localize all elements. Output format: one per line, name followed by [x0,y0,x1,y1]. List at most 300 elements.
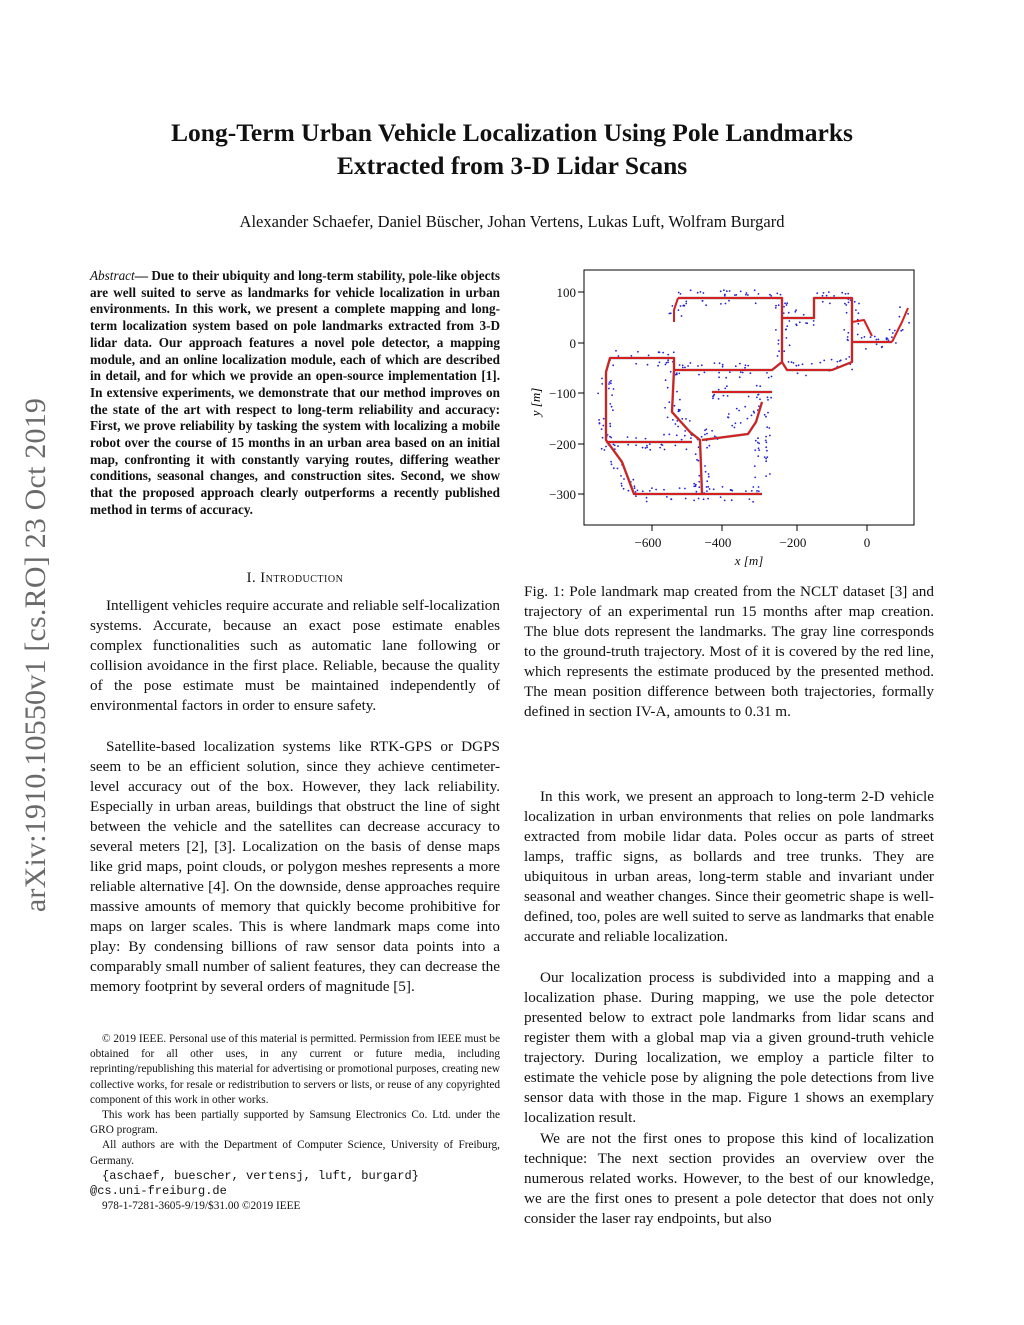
landmark-dot [613,467,615,469]
y-tick-label: 0 [569,336,576,351]
landmark-dot [646,497,648,499]
landmark-dot [621,483,623,485]
landmark-dot [775,329,777,331]
landmark-dot [767,412,769,414]
landmark-dot [610,383,612,385]
landmark-dot [611,394,613,396]
landmark-dot [705,304,707,306]
landmark-dot [697,292,699,294]
landmark-dot [765,446,767,448]
landmark-dot [703,292,705,294]
landmark-dot [675,423,677,425]
landmark-dot [894,330,896,332]
landmark-dot [900,330,902,332]
landmark-dot [617,468,619,470]
landmark-dot [678,411,680,413]
landmark-dot [786,325,788,327]
landmark-dot [601,428,603,430]
landmark-dot [722,364,724,366]
landmark-dot [685,303,687,305]
right-paragraph-1: In this work, we present an approach to long-term 2-D vehicle localization in urban environments that relies on pole landmarks extracted from mobile lidar data. Poles occur as parts of street lamps, traffic signs, as bollards and tree trunks. They are ubiquitous in urban areas, long-term stable and invariant under seasonal and weather changes. Since their geometric shape is well-defined, too, poles are well suited to serve as landmarks that enable accurate and reliable localization. [524,788,934,945]
y-tick-label: −300 [549,487,576,502]
figure-caption: Fig. 1: Pole landmark map created from the NCLT dataset [3] and trajectory of an experimental run 15 months after map creation. The blue dots represent the landmarks. The gray line corresponds to the ground-truth trajectory. Most of it is covered by the red line, which represents the estimate produced by the presented method. The mean position difference between both trajectories, formally defined in section IV-A, amounts to 0.31 m. [524,583,934,720]
landmark-dot [707,498,709,500]
landmark-dot [706,480,708,482]
landmark-dot [668,313,670,315]
landmark-dot [747,365,749,367]
landmark-dot [706,447,708,449]
landmark-dot [746,292,748,294]
landmark-dot [811,363,813,365]
landmark-dot [823,360,825,362]
landmark-dot [695,485,697,487]
landmark-dot [709,488,711,490]
y-tick-label: 100 [556,285,576,300]
landmark-dot [757,455,759,457]
landmark-dot [747,294,749,296]
landmark-dot [666,362,668,364]
landmark-dot [660,444,662,446]
landmark-dot [740,371,742,373]
landmark-dot [615,350,617,352]
landmark-dot [745,364,747,366]
landmark-dot [729,371,731,373]
landmark-dot [609,423,611,425]
landmark-dot [766,441,768,443]
landmark-dot [846,312,848,314]
landmark-dot [680,293,682,295]
landmark-dot [844,303,846,305]
landmark-dot [751,490,753,492]
landmark-dot [614,444,616,446]
section-heading-introduction [90,570,500,587]
landmark-dot [766,456,768,458]
landmark-dot [754,449,756,451]
landmark-dot [734,427,736,429]
landmark-dot [769,294,771,296]
landmark-dot [752,486,754,488]
landmark-dot [659,447,661,449]
abstract-label: Abstract [90,268,135,283]
landmark-dot [861,337,863,339]
landmark-dot [731,499,733,501]
landmark-dot [635,437,637,439]
landmark-dot [745,490,747,492]
x-tick-label: −600 [634,535,662,550]
landmark-dot [750,372,752,374]
landmark-dot [786,304,788,306]
landmark-dot [678,373,680,375]
landmark-dot [609,381,611,383]
title-line-1: Long-Term Urban Vehicle Localization Using Pole Landmarks [171,118,853,147]
landmark-dot [831,359,833,361]
landmark-dot [848,302,850,304]
landmark-dot [678,309,680,311]
landmark-dot [684,367,686,369]
pole-landmark-map-figure [522,262,934,572]
landmark-dot [764,414,766,416]
landmark-dot [819,362,821,364]
landmark-dot [798,364,800,366]
landmark-dot [785,328,787,330]
landmark-dot [833,295,835,297]
landmark-dot [803,314,805,316]
landmark-dot [845,358,847,360]
landmark-dot [845,293,847,295]
landmark-dot [908,322,910,324]
landmark-dot [676,434,678,436]
landmark-dot [610,437,612,439]
landmark-dot [755,440,757,442]
landmark-dot [799,321,801,323]
landmark-dot [681,315,683,317]
landmark-dot [749,498,751,500]
landmark-dot [765,440,767,442]
landmark-dot [687,365,689,367]
landmark-dot [675,445,677,447]
funding-note: This work has been partially supported by Samsung Electronics Co. Ltd. under the GRO program. [90,1109,500,1137]
landmark-dot [705,428,707,430]
landmark-dot [740,422,742,424]
landmark-dot [766,426,768,428]
landmark-dot [775,305,777,307]
landmark-dot [754,477,756,479]
landmark-dot [618,355,620,357]
landmark-dot [745,294,747,296]
landmark-dot [725,377,727,379]
landmark-dot [881,346,883,348]
landmark-dot [847,339,849,341]
landmark-dot [727,395,729,397]
landmark-dot [690,362,692,364]
landmark-dot [848,356,850,358]
landmark-dot [758,447,760,449]
landmark-dot [802,363,804,365]
landmark-dot [693,500,695,502]
y-tick-label: −200 [549,437,576,452]
landmark-dot [791,361,793,363]
landmark-dot [718,372,720,374]
landmark-dot [723,289,725,291]
landmark-dot [709,445,711,447]
landmark-dot [718,398,720,400]
landmark-dot [695,484,697,486]
landmark-dot [766,450,768,452]
landmark-dot [826,295,828,297]
landmark-dot [646,445,648,447]
landmark-dot [679,409,681,411]
landmark-dot [673,351,675,353]
landmark-dot [611,463,613,465]
landmark-dot [621,485,623,487]
landmark-dot [775,307,777,309]
landmark-dot [706,490,708,492]
landmark-dot [672,419,674,421]
landmark-dot [892,332,894,334]
landmark-dot [747,418,749,420]
intro-paragraph-1: Intelligent vehicles require accurate and reliable self-localization systems. Accurate, because an exact pose estimate enables complex functionalities such as automatic lane following or collision avoidance in the first place. Reliable, because the quality of the pose estimate must be maintained independently of environmental factors in order to ensure safety. [90,597,500,714]
author-emails: {aschaef, buescher, vertensj, luft, burgard} [102,1168,419,1183]
landmark-dot [751,415,753,417]
landmark-dot [718,376,720,378]
landmark-dot [724,294,726,296]
landmark-dot [858,303,860,305]
landmark-dot [795,323,797,325]
landmark-dot [769,473,771,475]
landmark-dot [878,339,880,341]
landmark-dot [677,426,679,428]
landmark-dot [620,475,622,477]
landmark-dot [778,304,780,306]
landmark-dot [679,399,681,401]
landmark-dot [683,305,685,307]
landmark-dot [679,364,681,366]
landmark-dot [713,488,715,490]
landmark-dot [891,336,893,338]
landmark-dot [632,479,634,481]
landmark-dot [681,418,683,420]
landmark-dot [758,443,760,445]
landmark-dot [684,435,686,437]
landmark-dot [895,342,897,344]
section-number: I. [246,570,261,586]
landmark-dot [635,495,637,497]
landmark-dot [672,305,674,307]
landmark-dot [765,416,767,418]
landmark-dot [702,300,704,302]
landmark-dot [704,434,706,436]
landmark-dot [740,291,742,293]
landmark-dot [899,306,901,308]
landmark-dot [816,292,818,294]
landmark-dot [628,490,630,492]
landmark-dot [847,293,849,295]
landmark-dot [667,359,669,361]
author-list: Alexander Schaefer, Daniel Büscher, Johan Vertens, Lukas Luft, Wolfram Burgard [239,212,785,231]
landmark-dot [886,337,888,339]
landmark-dot [667,387,669,389]
landmark-dot [822,295,824,297]
landmark-dot [645,447,647,449]
email-domain: @cs.uni-freiburg.de [90,1184,227,1199]
landmark-dot [604,449,606,451]
landmark-dot [788,312,790,314]
landmark-dot [697,365,699,367]
arxiv-sidebar [14,330,58,980]
landmark-dot [609,403,611,405]
landmark-dot [770,295,772,297]
copyright-notice: © 2019 IEEE. Personal use of this material is permitted. Permission from IEEE must be obtained for all other uses, in any current or future media, including reprinting/republishing this material for advertising or promotional purposes, creating new collective works, for resale or redistribution to servers or lists, or reuse of any copyrighted component of this work in other works. [90,1033,500,1106]
landmark-dot [739,376,741,378]
landmark-dot [805,322,807,324]
landmark-dot [742,372,744,374]
landmark-dot [696,491,698,493]
landmark-dot [739,363,741,365]
landmark-dot [851,369,853,371]
landmark-dot [637,490,639,492]
landmark-dot [635,491,637,493]
landmark-dot [783,350,785,352]
landmark-dot [828,291,830,293]
landmark-dot [757,437,759,439]
y-axis-label: y [m] [528,387,543,417]
arxiv-identifier: arXiv:1910.10550v1 [cs.RO] 23 Oct 2019 [19,397,52,913]
landmark-dot [794,311,796,313]
landmark-dot [778,339,780,341]
landmark-dot [649,449,651,451]
landmark-dot [635,363,637,365]
landmark-dot [786,302,788,304]
landmark-dot [778,350,780,352]
landmark-dot [663,434,665,436]
landmark-dot [771,376,773,378]
right-paragraph-2: Our localization process is subdivided into a mapping and a localization phase. During mapping, we use the pole detector presented below to extract pole landmarks from lidar scans and register them with a global map via a given ground-truth vehicle trajectory. During localization, we employ a particle filter to estimate the vehicle pose by aligning the pole detections from live sensor data with those in the map. Figure 1 shows an exemplary localization result. [524,969,934,1126]
landmark-dot [612,364,614,366]
landmark-dot [603,418,605,420]
landmark-dot [646,447,648,449]
landmark-dot [676,374,678,376]
landmark-dot [752,501,754,503]
landmark-dot [759,385,761,387]
landmark-dot [685,301,687,303]
landmark-dot [723,395,725,397]
landmark-dot [734,294,736,296]
landmark-dot [667,354,669,356]
landmark-dot [659,361,661,363]
landmark-dot [756,490,758,492]
landmark-dot [609,425,611,427]
landmark-dot [726,385,728,387]
landmark-dot [720,303,722,305]
landmark-dot [627,436,629,438]
paper-title [90,116,934,182]
landmark-dot [648,355,650,357]
landmark-dot [857,334,859,336]
landmark-dot [713,395,715,397]
landmark-dot [617,445,619,447]
landmark-dot [726,290,728,292]
landmark-dot [899,316,901,318]
landmark-dot [876,343,878,345]
landmark-dot [690,437,692,439]
landmark-dot [783,306,785,308]
landmark-dot [788,320,790,322]
landmark-dot [765,436,767,438]
landmark-dot [780,294,782,296]
landmark-dot [744,406,746,408]
landmark-dot [857,323,859,325]
landmark-dot [642,447,644,449]
x-tick-label: −200 [779,535,807,550]
landmark-dot [865,348,867,350]
landmark-dot [678,292,680,294]
landmark-dot [874,336,876,338]
landmark-dot [720,496,722,498]
landmark-dot [759,398,761,400]
landmark-dot [797,372,799,374]
landmark-dot [668,401,670,403]
x-axis-label: x [m] [734,553,764,568]
landmark-dot [764,456,766,458]
landmark-dot [704,465,706,467]
abstract-text: — Due to their ubiquity and long-term stability, pole-like objects are well suited to serve as landmarks for vehicle localization in urban environments. In this work, we present a complete mapping and long-term localization system based on pole landmarks extracted from 3-D lidar data. Our approach features a novel pole detector, a mapping module, and an online localization module, each of which are described in detail, and for which we provide an open-source implementation [1]. In extensive experiments, we demonstrate that our method improves on the state of the art with respect to long-term reliability and accuracy: First, we prove reliability by tasking the system with localizing a mobile robot over the course of 15 months in an urban area based on an initial map, confronting it with constantly varying routes, differing weather conditions, seasonal changes, and construction sites. Second, we show that the proposed approach clearly outperforms a recently published method in terms of accuracy. [90,268,500,517]
landmark-dot [668,433,670,435]
landmark-dot [712,398,714,400]
landmark-dot [786,337,788,339]
landmark-dot [765,458,767,460]
landmark-dot [663,489,665,491]
landmark-dot [680,305,682,307]
landmark-dot [610,380,612,382]
landmark-dot [706,486,708,488]
landmark-dot [768,377,770,379]
landmark-dot [789,344,791,346]
landmark-dot [635,444,637,446]
landmark-dot [685,418,687,420]
landmark-dot [646,501,648,503]
landmark-dot [768,427,770,429]
landmark-dot [698,374,700,376]
landmark-dot [599,422,601,424]
landmark-dot [605,446,607,448]
isbn-line: 978-1-7281-3605-9/19/$31.00 ©2019 IEEE [102,1200,301,1213]
landmark-dot [823,292,825,294]
landmark-dot [706,433,708,435]
landmark-dot [724,388,726,390]
landmark-dot [704,372,706,374]
footnotes [90,1032,500,1214]
landmark-dot [708,476,710,478]
landmark-dot [876,339,878,341]
landmark-dot [637,351,639,353]
landmark-dot [847,332,849,334]
landmark-dot [822,301,824,303]
intro-paragraph-2: Satellite-based localization systems like RTK-GPS or DGPS seem to be an efficient solution, since they achieve centimeter-level accuracy out of the box. However, they lack reliability. Especially in urban areas, buildings that obstruct the line of sight between the vehicle and the satellites can decrease accuracy to several meters [2], [3]. Localization on the basis of dense maps like grid maps, point clouds, or polygon meshes represents a more reliable alternative [4]. On the downside, dense approaches require massive amounts of memory that quickly become prohibitive for maps on larger scales. This is where landmark maps come into play: By condensing billions of raw sensor data points into a comparably small number of salient features, they can decrease the memory footprint by several orders of magnitude [5]. [90,738,500,995]
landmark-dot [758,449,760,451]
landmark-dot [664,449,666,451]
landmark-dot [758,490,760,492]
landmark-dot [612,409,614,411]
landmark-dot [649,490,651,492]
affiliation-note: All authors are with the Department of Computer Science, University of Freiburg, Germany. [90,1139,500,1167]
landmark-dot [647,364,649,366]
landmark-dot [724,500,726,502]
landmark-dot [766,372,768,374]
landmark-dot [602,437,604,439]
x-tick-label: 0 [863,535,871,550]
landmark-dot [778,343,780,345]
landmark-dot [701,364,703,366]
landmark-dot [767,396,769,398]
landmark-dot [707,486,709,488]
landmark-dot [642,490,644,492]
landmark-dot [608,388,610,390]
landmark-dot [767,399,769,401]
landmark-dot [670,498,672,500]
landmark-dot [744,367,746,369]
landmark-dot [864,336,866,338]
landmark-dot [682,367,684,369]
landmark-dot [753,412,755,414]
landmark-dot [758,486,760,488]
landmark-dot [788,361,790,363]
landmark-dot [722,366,724,368]
landmark-dot [736,408,738,410]
landmark-dot [634,487,636,489]
landmark-dot [902,329,904,331]
landmark-dot [735,422,737,424]
landmark-dot [670,371,672,373]
